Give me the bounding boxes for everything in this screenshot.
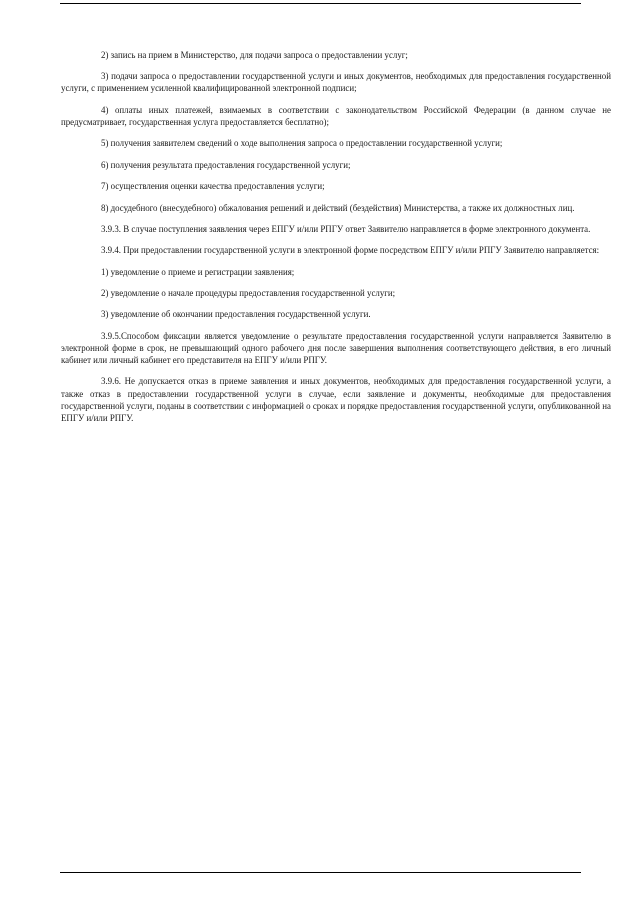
paragraph-3-9-3: 3.9.3. В случае поступления заявления через ЕПГУ и/или РПГУ ответ Заявителю направляется в форме электронного документа. bbox=[101, 223, 591, 234]
footer-rule bbox=[60, 872, 581, 873]
paragraph-3-9-4: 3.9.4. При предоставлении государственной услуги в электронной форме посредством ЕПГУ и/или РПГУ Заявителю направляется: bbox=[101, 245, 600, 256]
paragraph-item-8: 8) досудебного (внесудебного) обжалования решений и действий (бездействия) Министерства, а также их должностных лиц. bbox=[101, 202, 575, 213]
paragraph-item-2: 2) запись на прием в Министерство, для подачи запроса о предоставлении услуг; bbox=[101, 50, 408, 60]
paragraph-item-3: 3) подачи запроса о предоставлении государственной услуги и иных документов, необходимых для предоставления государственной услуги, с применением усиленной квалифицированной электронной подписи; bbox=[61, 71, 611, 94]
paragraph-item-5: 5) получения заявителем сведений о ходе выполнения запроса о предоставлении государственной услуги; bbox=[101, 138, 503, 149]
paragraph-item-6: 6) получения результата предоставления государственной услуги; bbox=[101, 159, 351, 170]
paragraph-3-9-5: 3.9.5.Способом фиксации является уведомление о результате предоставления государственной услуги направляется Заявителю в электронной форме в срок, не превышающий одного рабочего дня после завершения выполнения соответствующего действия, в его личный кабинет или личный кабинет его представителя на ЕПГУ и/или РПГУ. bbox=[61, 330, 611, 366]
paragraph-3-9-4-item-3: 3) уведомление об окончании предоставления государственной услуги. bbox=[101, 309, 371, 320]
document-body bbox=[61, 49, 611, 433]
paragraph-3-9-4-item-1: 1) уведомление о приеме и регистрации заявления; bbox=[101, 266, 295, 277]
paragraph-3-9-6: 3.9.6. Не допускается отказ в приеме заявления и иных документов, необходимых для предоставления государственной услуги, а также отказ в предоставлении государственной услуги в случае, если заявление и документы, необходимые для предоставления государственной услуги, поданы в соответствии с информацией о сроках и порядке предоставления государственной услуги, опубликованной на ЕПГУ и/или РПГУ. bbox=[61, 376, 611, 423]
paragraph-item-7: 7) осуществления оценки качества предоставления услуги; bbox=[101, 181, 325, 192]
paragraph-item-4: 4) оплаты иных платежей, взимаемых в соответствии с законодательством Российской Федерации (в данном случае не предусматривает, государственная услуга предоставляется бесплатно); bbox=[61, 104, 611, 127]
paragraph-3-9-4-item-2: 2) уведомление о начале процедуры предоставления государственной услуги; bbox=[101, 288, 396, 299]
header-rule bbox=[60, 3, 581, 4]
